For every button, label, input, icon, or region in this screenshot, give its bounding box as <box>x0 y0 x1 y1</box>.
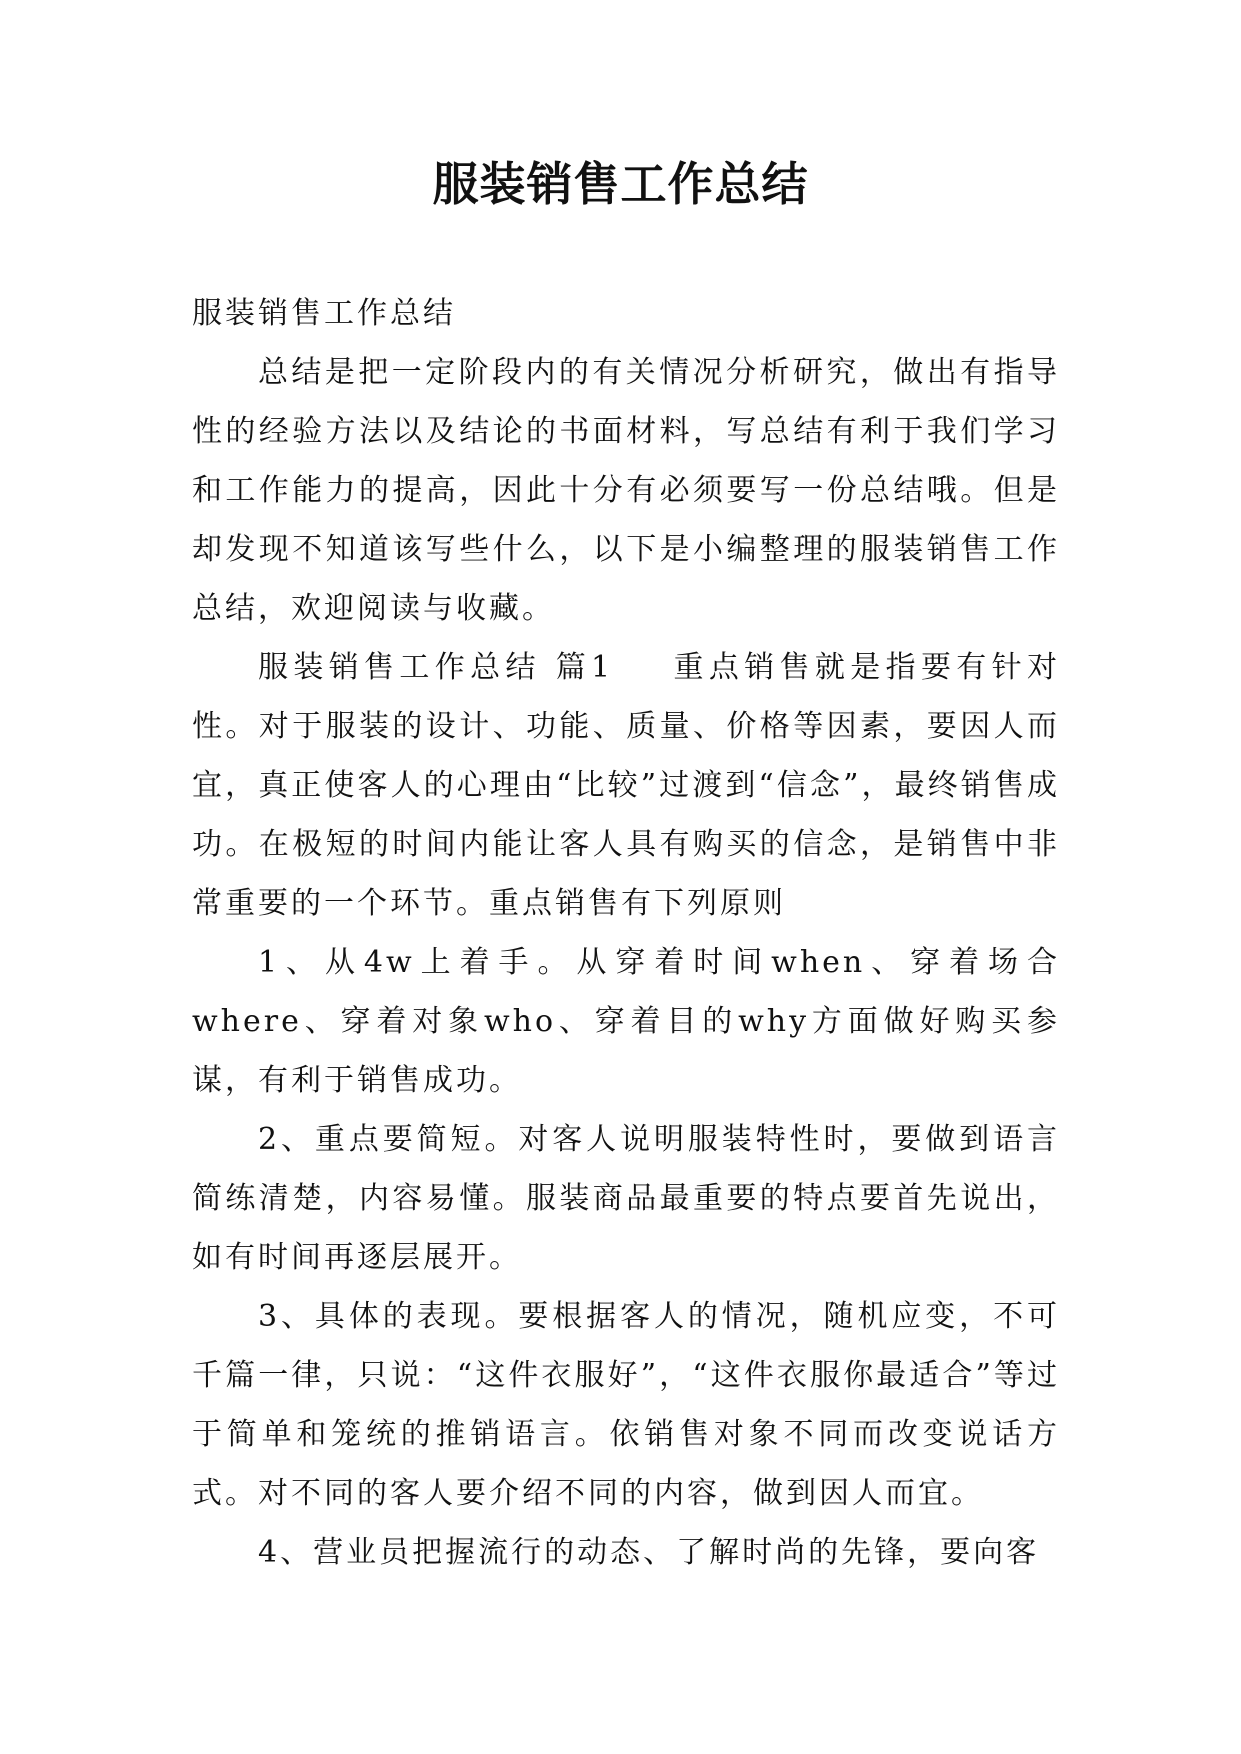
document-title: 服装销售工作总结 <box>432 157 809 211</box>
list-item-3: 3、具体的表现。要根据客人的情况，随机应变，不可千篇一律，只说：“这件衣服好”，“这件衣服你最适合”等过于简单和笼统的推销语言。依销售对象不同而改变说话方式。对不同的客人要介绍不同的内容，做到因人而宜。 <box>192 1299 1060 1511</box>
section-lead: 重点销售就是指要有针对性。对于服装的设计、功能、质量、价格等因素，要因人而宜，真正使客人的心理由“比较”过渡到“信念”，最终销售成功。在极短的时间内能让客人具有购买的信念，是销售中非常重要的一个环节。重点销售有下列原则 <box>192 650 1061 921</box>
list-item-1: 1、从4w上着手。从穿着时间when、穿着场合where、穿着对象who、穿着目的why方面做好购买参谋，有利于销售成功。 <box>192 945 1060 1098</box>
list-item-4: 4、营业员把握流行的动态、了解时尚的先锋，要向客 <box>258 1535 1040 1570</box>
document-body <box>192 284 1060 1582</box>
section-paragraph <box>192 638 1060 933</box>
intro-paragraph: 总结是把一定阶段内的有关情况分析研究，做出有指导性的经验方法以及结论的书面材料，写总结有利于我们学习和工作能力的提高，因此十分有必须要写一份总结哦。但是却发现不知道该写些什么，以下是小编整理的服装销售工作总结，欢迎阅读与收藏。 <box>192 355 1060 626</box>
section-heading: 服装销售工作总结 篇1 <box>258 650 614 685</box>
list-item-2: 2、重点要简短。对客人说明服装特性时，要做到语言简练清楚，内容易懂。服装商品最重要的特点要首先说出，如有时间再逐层展开。 <box>192 1122 1060 1275</box>
document-subtitle: 服装销售工作总结 <box>192 296 456 331</box>
